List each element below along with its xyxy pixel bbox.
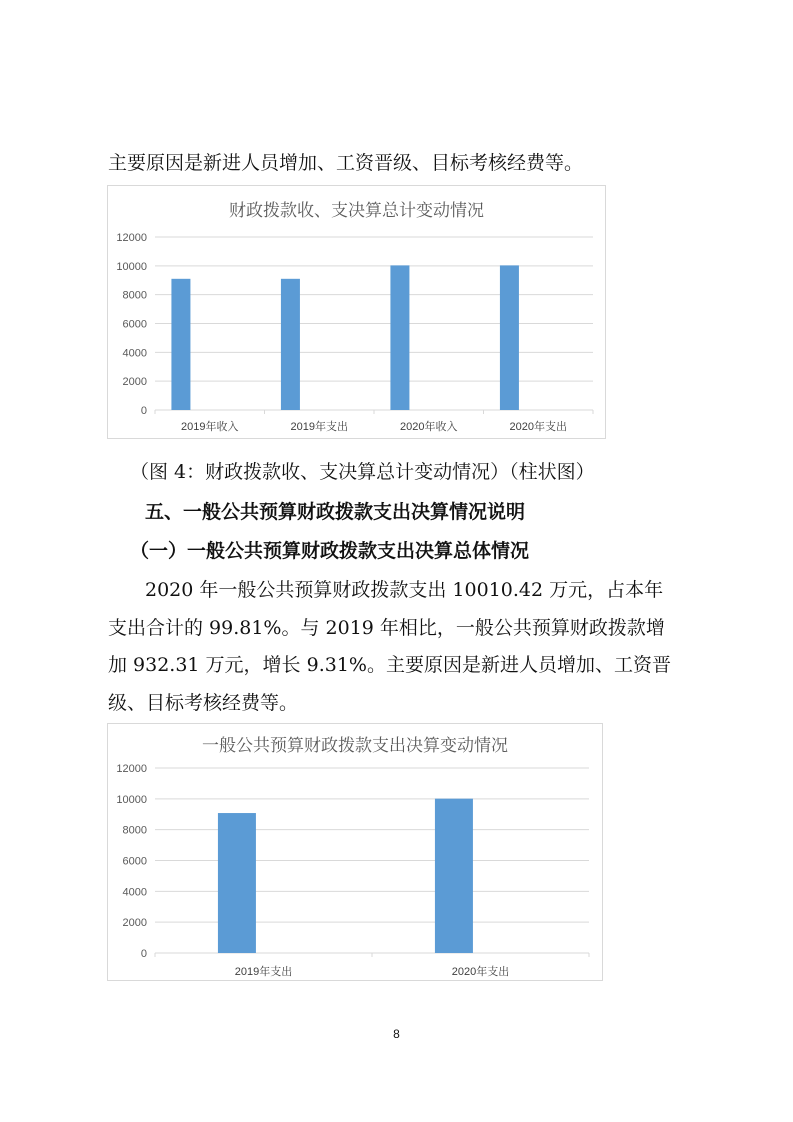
paragraph-line: 加 932.31 万元，增长 9.31%。主要原因是新进人员增加、工资晋 xyxy=(108,654,671,676)
bar xyxy=(218,813,256,953)
y-tick-label: 10000 xyxy=(116,793,147,806)
x-tick-label: 2020年支出 xyxy=(509,421,567,433)
intro-text-line: 主要原因是新进人员增加、工资晋级、目标考核经费等。 xyxy=(108,152,584,174)
y-tick-label: 12000 xyxy=(116,232,147,244)
bar xyxy=(171,279,190,410)
y-tick-label: 0 xyxy=(140,405,147,417)
paragraph-line: 2020 年一般公共预算财政拨款支出 10010.42 万元，占本年 xyxy=(145,579,664,601)
section-heading: 五、一般公共预算财政拨款支出决算情况说明 xyxy=(145,501,526,523)
x-tick-label: 2019年收入 xyxy=(181,421,239,433)
y-tick-label: 6000 xyxy=(122,318,147,331)
paragraph-line: 支出合计的 99.81%。与 2019 年相比，一般公共预算财政拨款增 xyxy=(108,617,665,639)
y-tick-label: 10000 xyxy=(116,260,147,273)
y-tick-label: 2000 xyxy=(122,917,147,930)
chart-title: 财政拨款收、支决算总计变动情况 xyxy=(229,201,484,221)
bar xyxy=(281,279,300,410)
bar xyxy=(500,265,519,410)
chart-title: 一般公共预算财政拨款支出决算变动情况 xyxy=(202,736,508,756)
x-tick-label: 2020年支出 xyxy=(451,966,510,978)
paragraph-line: 级、目标考核经费等。 xyxy=(108,692,299,714)
chart-svg xyxy=(108,724,602,980)
bar xyxy=(435,799,473,953)
page-number: 8 xyxy=(393,1027,400,1041)
figure-caption: （图 4：财政拨款收、支决算总计变动情况）（柱状图） xyxy=(130,461,595,483)
y-tick-label: 0 xyxy=(140,948,147,960)
y-tick-label: 12000 xyxy=(116,763,147,775)
chart-general-budget-expenditure xyxy=(107,723,603,981)
bar xyxy=(390,265,409,410)
x-tick-label: 2020年收入 xyxy=(400,421,458,433)
chart-svg xyxy=(108,186,605,438)
subsection-heading: （一）一般公共预算财政拨款支出决算总体情况 xyxy=(130,540,530,562)
x-tick-label: 2019年支出 xyxy=(290,421,348,433)
y-tick-label: 8000 xyxy=(122,289,147,302)
chart-fiscal-revenue-expenditure xyxy=(107,185,606,439)
y-tick-label: 8000 xyxy=(122,824,147,837)
x-tick-label: 2019年支出 xyxy=(234,966,293,978)
y-tick-label: 4000 xyxy=(122,886,147,899)
y-tick-label: 4000 xyxy=(122,347,147,360)
y-tick-label: 6000 xyxy=(122,855,147,868)
y-tick-label: 2000 xyxy=(122,376,147,389)
